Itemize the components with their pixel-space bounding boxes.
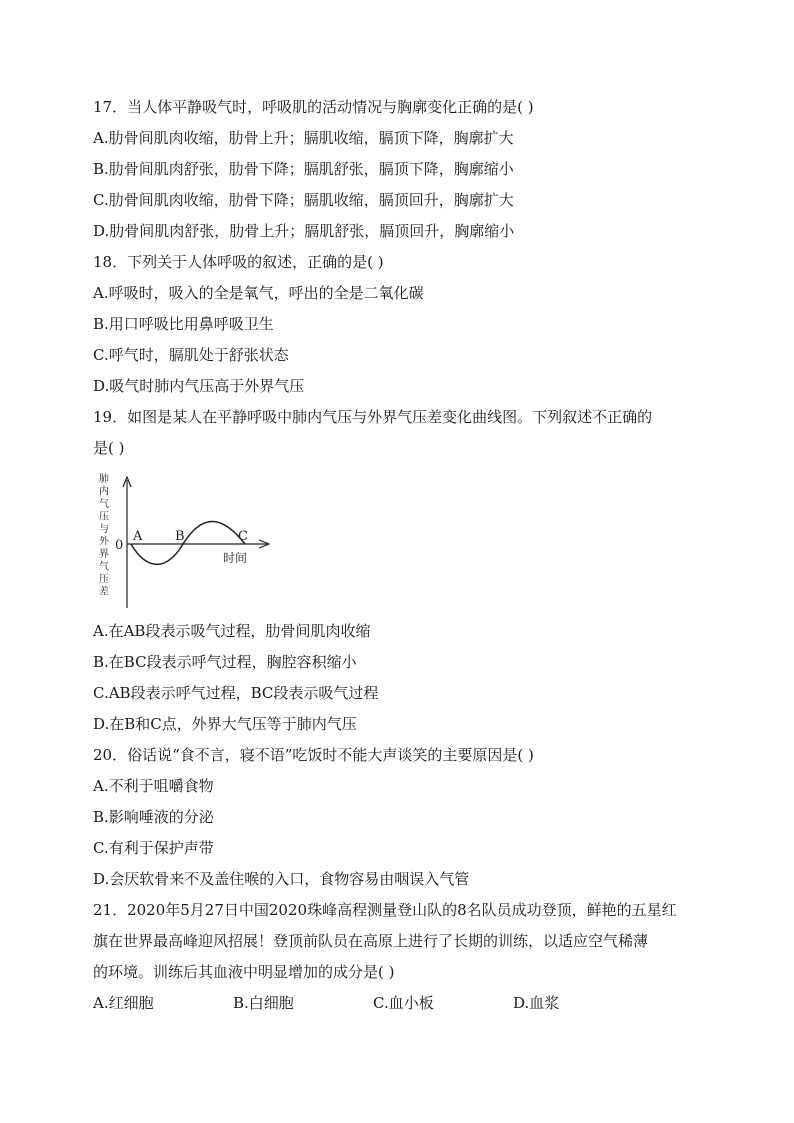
graph-y-label-char: 压 [99,511,109,523]
question-21-stem-line-3: 的环境。训练后其血液中明显增加的成分是( ) [93,963,395,981]
question-19 [93,402,705,740]
graph-x-label: 时间 [223,551,248,565]
question-19-option-d: D.在B和C点，外界大气压等于肺内气压 [93,715,357,733]
graph-y-label-char: 内 [99,486,109,498]
question-18-option-d: D.吸气时肺内气压高于外界气压 [93,377,305,395]
graph-point-c: C [238,529,248,544]
question-17-option-c: C.肋骨间肌肉收缩，肋骨下降；膈肌收缩，膈顶回升，胸廓扩大 [93,191,514,209]
graph-point-a: A [133,529,143,544]
question-17-option-a: A.肋骨间肌肉收缩，肋骨上升；膈肌收缩，膈顶下降，胸廓扩大 [93,129,514,147]
graph-y-label-char: 差 [99,586,109,598]
question-list [93,92,705,1019]
graph-y-label-char: 肺 [99,474,109,485]
question-20 [93,740,705,895]
graph-origin-label: 0 [115,538,124,553]
question-20-stem: 20．俗话说“食不言，寝不语”吃饭时不能大声谈笑的主要原因是( ) [93,746,534,764]
graph-y-label [99,472,110,598]
question-19-option-c: C.AB段表示呼气过程，BC段表示吸气过程 [93,684,379,702]
question-18 [93,247,705,402]
question-18-option-a: A.呼吸时，吸入的全是氧气，呼出的全是二氧化碳 [93,284,424,302]
question-19-stem-line-2: 是( ) [93,439,125,457]
question-17-option-b: B.肋骨间肌肉舒张，肋骨下降；膈肌舒张，膈顶下降，胸廓缩小 [93,160,514,178]
question-20-option-a: A.不利于咀嚼食物 [93,777,214,795]
pressure-graph-svg [95,470,275,612]
question-20-option-d: D.会厌软骨来不及盖住喉的入口，食物容易由咽误入气管 [93,870,470,888]
question-21-options [93,988,705,1019]
question-21-option-d: D.血浆 [513,994,560,1012]
graph-y-label-char: 与 [99,524,109,535]
graph-y-label-char: 外 [99,536,109,548]
question-18-stem: 18．下列关于人体呼吸的叙述，正确的是( ) [93,253,384,271]
question-17-stem: 17．当人体平静吸气时，呼吸肌的活动情况与胸廓变化正确的是( ) [93,98,534,116]
question-18-option-b: B.用口呼吸比用鼻呼吸卫生 [93,315,274,333]
question-17-option-d: D.肋骨间肌肉舒张，肋骨上升；膈肌舒张，膈顶回升，胸廓缩小 [93,222,515,240]
question-20-option-b: B.影响唾液的分泌 [93,808,214,826]
question-21-stem-line-2: 旗在世界最高峰迎风招展！登顶前队员在高原上进行了长期的训练，以适应空气稀薄 [93,932,649,950]
question-21-stem-line-1: 21．2020年5月27日中国2020珠峰高程测量登山队的8名队员成功登顶，鲜艳的五星红 [93,901,677,919]
graph-y-label-char: 压 [99,574,109,585]
question-21-option-c: C.血小板 [373,994,434,1012]
question-19-option-b: B.在BC段表示呼气过程，胸腔容积缩小 [93,653,357,671]
graph-y-label-char: 界 [99,549,109,560]
question-21-option-a: A.红细胞 [93,994,154,1012]
question-19-stem-line-1: 19．如图是某人在平静呼吸中肺内气压与外界气压差变化曲线图。下列叙述不正确的 [93,408,653,426]
question-17 [93,92,705,247]
question-20-option-c: C.有利于保护声带 [93,839,214,857]
question-21-option-b: B.白细胞 [233,994,294,1012]
question-21 [93,895,705,1019]
question-19-option-a: A.在AB段表示吸气过程，肋骨间肌肉收缩 [93,622,371,640]
question-18-option-c: C.呼气时，膈肌处于舒张状态 [93,346,289,364]
graph-y-label-char: 气 [99,561,109,573]
pressure-difference-graph [95,470,275,612]
graph-y-label-char: 气 [99,499,109,510]
graph-point-b: B [175,529,185,544]
